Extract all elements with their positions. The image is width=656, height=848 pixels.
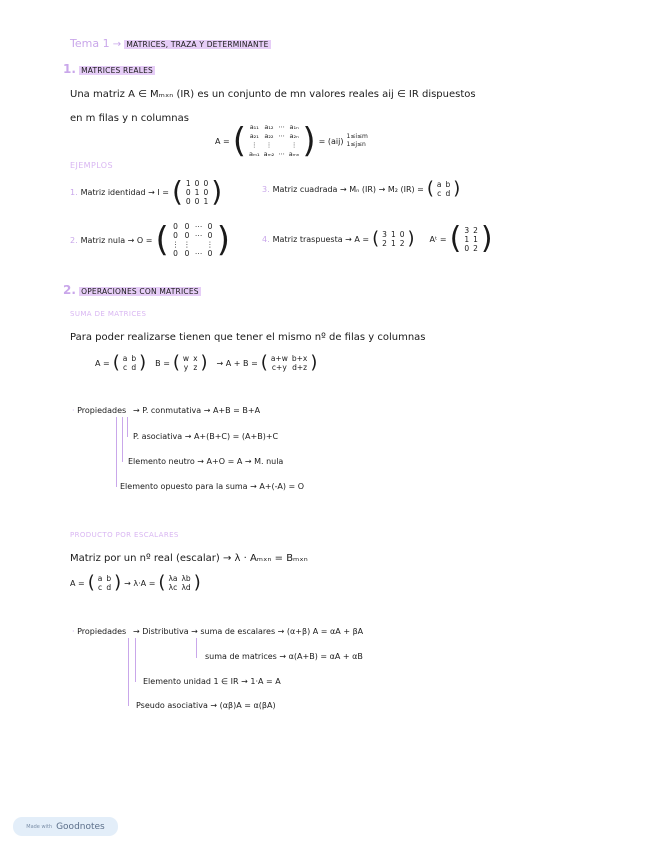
matrix-cell: c — [437, 189, 442, 198]
matrix-cell: 0 — [203, 178, 209, 188]
matrix-entries — [184, 179, 210, 206]
matrix-cell: c — [122, 363, 128, 372]
props-bracket-inner — [127, 417, 128, 437]
matrix-entries — [170, 222, 216, 258]
matrix-cell: 1 — [390, 230, 396, 239]
matrix-cell: 0 — [185, 196, 191, 206]
matrix-cell: b — [445, 180, 451, 189]
prop-unidad: Elemento unidad 1 ∈ IR → 1·A = A — [143, 677, 281, 686]
matrix-cell: a₁₁ — [249, 123, 259, 131]
matrix-cell: d — [131, 363, 137, 372]
sum-example — [95, 354, 317, 372]
example-4 — [262, 221, 493, 256]
matrix-cell: b+x — [291, 354, 308, 363]
pa-label: A = — [70, 578, 85, 588]
matrix-cell: 3 — [464, 225, 470, 235]
suma-label: SUMA DE MATRICES — [70, 310, 147, 318]
matrix-a: ( 3 1 0 2 1 2 ) — [372, 228, 415, 249]
matrix-cell: 0 — [194, 178, 200, 188]
prop-asociativa: P. asociativa → A+(B+C) = (A+B)+C — [133, 432, 279, 441]
matrix-cell: b — [131, 354, 137, 363]
matrix-cell — [276, 141, 287, 150]
matrix-cell: ⋮ — [206, 240, 214, 249]
pa-matrix: ( a b c d ) — [87, 572, 122, 593]
producto-text: Matriz por un nº real (escalar) → λ · Aₘₓₙ = Bₘₓₙ — [70, 553, 308, 564]
matrix-entries — [269, 354, 310, 372]
matrix-cell: 0 — [207, 249, 213, 258]
def-cond-j: 1≤j≤n — [346, 141, 366, 148]
matrix-cell: 2 — [473, 225, 478, 235]
header-arrow: → — [112, 39, 122, 50]
b-label: B = — [155, 358, 170, 368]
example-2-text: Matriz nula → O = — [80, 235, 153, 245]
matrix-cell: 0 — [184, 249, 190, 258]
transpose-label: Aᵗ = — [429, 234, 447, 244]
a-label: A = — [95, 358, 110, 368]
matrix-cell: ⋮ — [251, 141, 258, 149]
matrix-cell: a — [436, 180, 442, 189]
sec1-line2: en m filas y n columnas — [70, 113, 189, 124]
prop-neutro: Elemento neutro → A+O = A → M. nula — [128, 457, 284, 466]
matrix-cell: 0 — [173, 231, 178, 240]
matrix-cell: d — [106, 583, 112, 592]
matrix-entries — [462, 226, 480, 253]
props2-bracket-outer — [128, 638, 129, 706]
matrix-entries — [380, 230, 406, 248]
transpose-matrix: ( 3 2 1 1 0 2 ) — [449, 221, 493, 256]
matrix-entries — [247, 123, 301, 159]
def-lhs: A = — [215, 136, 230, 146]
matrix-entries — [181, 354, 200, 372]
b-matrix: ( w x y z ) — [172, 352, 208, 373]
matrix-cell — [193, 240, 205, 249]
matrix-cell: λc — [168, 583, 178, 592]
matrix-cell: 0 — [173, 249, 178, 258]
matrix-cell: 0 — [184, 222, 190, 231]
pa-result: ( λa λb λc λd ) — [158, 572, 201, 593]
matrix-cell: 0 — [203, 187, 209, 197]
matrix-cell: ⋮ — [171, 240, 180, 249]
a-matrix: ( a b c d ) — [112, 352, 147, 373]
example-2 — [70, 222, 230, 258]
matrix-cell: 1 — [194, 187, 200, 197]
pa-mid: → λ·A = — [124, 578, 156, 588]
scalar-example — [70, 574, 201, 592]
sum-label: → A + B = — [216, 358, 258, 368]
matrix-cell: a₁ₙ — [289, 123, 299, 131]
matrix-cell: λd — [181, 583, 191, 592]
page-header — [70, 37, 271, 50]
matrix-cell: 2 — [382, 239, 387, 248]
prop-conmutativa: → P. conmutativa → A+B = B+A — [133, 406, 261, 415]
matrix-cell: λb — [181, 574, 191, 583]
matrix-definition — [215, 123, 368, 159]
matrix-cell: 1 — [185, 178, 191, 188]
matrix-cell: c+y — [271, 363, 287, 372]
props2-bracket-inner — [135, 638, 136, 682]
page-title: MATRICES, TRAZA Y DETERMINANTE — [126, 40, 269, 49]
sum-matrix: ( a+w b+x c+y d+z ) — [260, 352, 318, 373]
example-2-number: 2. — [70, 235, 78, 245]
identity-matrix: ( 1 0 0 0 1 0 0 0 1 ) — [171, 175, 223, 208]
matrix-cell: a₂₂ — [264, 132, 274, 140]
def-cond-i: 1≤i≤m — [346, 133, 368, 140]
props2-bracket-distributiva — [196, 638, 197, 658]
prop-pseudo: Pseudo asociativa → (αβ)A = α(βA) — [136, 701, 276, 710]
prop-suma-matrices: suma de matrices → α(A+B) = αA + αB — [205, 652, 363, 661]
props2-label: · Propiedades — [72, 627, 127, 636]
example-3-number: 3. — [262, 184, 270, 194]
matrix-cell: y — [183, 363, 189, 372]
matrix-cell: 0 — [185, 187, 191, 197]
example-3 — [262, 180, 460, 198]
matrix-cell: 1 — [390, 239, 396, 248]
matrix-cell: 3 — [382, 230, 387, 239]
matrix-entries — [121, 354, 138, 372]
example-1-text: Matriz identidad → I = — [80, 187, 169, 197]
matrix-cell: 2 — [473, 243, 478, 253]
tema-label: Tema 1 — [70, 37, 110, 50]
matrix-cell: 0 — [207, 231, 213, 240]
matrix-cell: 0 — [173, 222, 178, 231]
prop-opuesto: Elemento opuesto para la suma → A+(-A) = O — [120, 482, 305, 491]
example-1 — [70, 175, 223, 208]
example-1-number: 1. — [70, 187, 78, 197]
matrix-cell: 0 — [207, 222, 213, 231]
matrix-entries — [96, 574, 113, 592]
matrix-cell: c — [97, 583, 103, 592]
matrix-cell: ⋯ — [278, 150, 285, 158]
matrix-cell: 0 — [184, 231, 190, 240]
matrix-cell: x — [193, 354, 198, 363]
producto-label: PRODUCTO POR ESCALARES — [70, 531, 179, 539]
example-4-text: Matriz traspuesta → A = — [272, 234, 370, 244]
matrix-cell: 2 — [399, 239, 405, 248]
matrix-cell: ⋯ — [194, 249, 203, 258]
matrix-cell: ⋮ — [265, 141, 273, 149]
null-matrix: ( 0 0 ⋯ 0 0 0 ⋯ 0 ⋮ ⋮ ⋮ 0 0 ⋯ 0 ) — [155, 220, 230, 260]
section-number: 2. — [63, 283, 76, 297]
section-title: MATRICES REALES — [81, 66, 154, 75]
section-number: 1. — [63, 62, 76, 76]
matrix-cell: 1 — [473, 234, 478, 244]
props-bracket-outer — [116, 417, 117, 487]
def-matrix: ( a₁₁ a₁₂ ⋯ a₁ₙ a₂₁ a₂₂ ⋯ a₂ₙ ⋮ ⋮ ⋮ aₘ₁ aₘ₂ ⋯ aₘₙ ) — [232, 121, 316, 161]
matrix-cell: λa — [168, 574, 178, 583]
matrix-cell: d — [445, 189, 451, 198]
section-title: OPERACIONES CON MATRICES — [81, 287, 199, 296]
matrix-cell: ⋯ — [278, 132, 285, 140]
matrix-cell: a₂₁ — [249, 132, 259, 140]
matrix-cell: a₂ₙ — [289, 132, 299, 140]
ejemplos-label: EJEMPLOS — [70, 161, 113, 170]
matrix-entries — [166, 574, 192, 592]
matrix-cell: 0 — [464, 243, 470, 253]
square-matrix: ( a b c d ) — [426, 178, 461, 199]
props-bracket-mid — [122, 417, 123, 462]
section-2-heading — [63, 283, 201, 297]
matrix-cell: 0 — [399, 230, 405, 239]
goodnotes-badge — [13, 817, 118, 836]
props-label: · Propiedades — [72, 406, 127, 415]
example-4-number: 4. — [262, 234, 270, 244]
matrix-cell: 0 — [194, 196, 200, 206]
matrix-cell: w — [182, 354, 190, 363]
matrix-cell: ⋮ — [290, 141, 298, 149]
matrix-cell: ⋯ — [194, 222, 203, 231]
matrix-entries — [435, 180, 452, 198]
matrix-cell: aₘ₂ — [263, 150, 275, 158]
matrix-cell: 1 — [203, 196, 209, 206]
matrix-cell: ⋮ — [183, 240, 191, 249]
example-3-text: Matriz cuadrada → Mₙ (IR) → M₂ (IR) = — [272, 184, 424, 194]
matrix-cell: b — [106, 574, 112, 583]
sec1-line1: Una matriz A ∈ Mₘₓₙ (IR) es un conjunto de mn valores reales aij ∈ IR dispuestos — [70, 89, 476, 100]
matrix-cell: ⋯ — [278, 123, 285, 131]
matrix-cell: a₁₂ — [264, 123, 274, 131]
section-1-heading — [63, 62, 155, 76]
matrix-cell: a+w — [270, 354, 288, 363]
matrix-cell: 1 — [464, 234, 470, 244]
matrix-cell: d+z — [292, 363, 308, 372]
badge-brand: Goodnotes — [56, 821, 105, 832]
badge-made-with: Made with — [26, 823, 53, 830]
matrix-cell: ⋯ — [194, 231, 203, 240]
matrix-cell: aₘₙ — [288, 150, 300, 158]
matrix-cell: aₘ₁ — [248, 150, 260, 158]
matrix-cell: a — [122, 354, 128, 363]
matrix-cell: a — [97, 574, 103, 583]
matrix-cell: z — [193, 363, 198, 372]
prop-distributiva: → Distributiva → suma de escalares → (α+β) A = αA + βA — [133, 627, 364, 636]
def-rhs: = (aij) — [318, 136, 344, 146]
suma-text: Para poder realizarse tienen que tener el mismo nº de filas y columnas — [70, 332, 426, 343]
